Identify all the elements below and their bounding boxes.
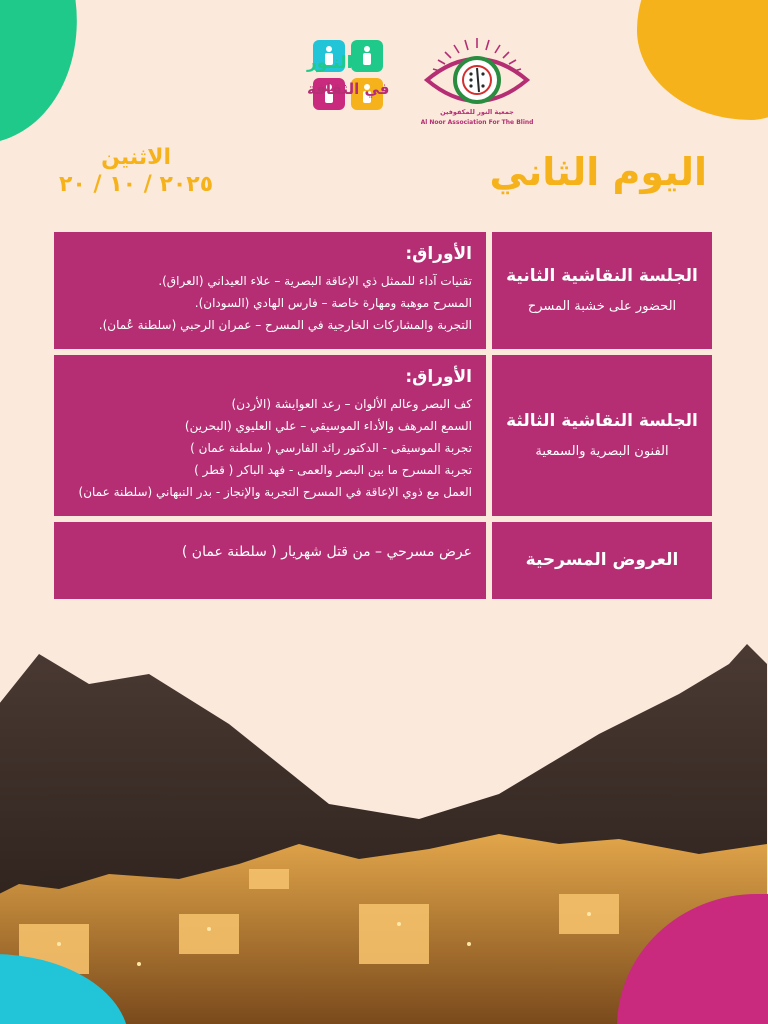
day-title: اليوم الثاني: [490, 150, 708, 194]
paper-item: تجربة الموسيقى - الدكتور رائد الفارسي ( سلطنة عمان ): [191, 440, 473, 455]
session-cell: [493, 232, 713, 349]
session-cell: [493, 522, 713, 600]
date-block: [60, 145, 214, 197]
paper-item: كف البصر وعالم الألوان – رعد العوايشة (الأردن): [232, 396, 473, 411]
papers-heading: الأوراق:: [406, 244, 473, 264]
paper-item: التجربة والمشاركات الخارجية في المسرح – عمران الرحبي (سلطنة عُمان).: [99, 318, 473, 333]
culture-logo-line2: في الثقافة: [308, 80, 390, 98]
session-row: [55, 232, 713, 349]
papers-cell: [55, 232, 487, 349]
association-name-ar: جمعية النور للمكفوفين: [441, 108, 515, 116]
show-item: عرض مسرحي – من قتل شهريار ( سلطنة عمان ): [182, 543, 473, 560]
paper-item: المسرح موهبة ومهارة خاصة – فارس الهادي (السودان).: [195, 296, 473, 311]
session-subtitle: الفنون البصرية والسمعية: [536, 444, 670, 460]
al-noor-association-logo: [422, 38, 534, 128]
paper-item: تجربة المسرح ما بين البصر والعمى - فهد الباكر ( قطر ): [195, 463, 473, 478]
session-row: [55, 355, 713, 516]
paper-item: العمل مع ذوي الإعاقة في المسرح التجربة والإنجاز - بدر النبهاني (سلطنة عمان): [79, 485, 473, 500]
header: [0, 28, 768, 126]
association-name-en: Al Noor Association For The Blind: [422, 119, 534, 126]
weekday: الاثنين: [102, 145, 173, 170]
event-date: ٢٠٢٥ / ١٠ / ٢٠: [60, 172, 215, 197]
papers-heading: الأوراق:: [406, 366, 473, 387]
paper-item: السمع المرهف والأداء الموسيقي – علي العليوي (البحرين): [185, 418, 473, 433]
session-title: الجلسة النقاشية الثالثة: [507, 410, 699, 431]
session-cell: [493, 355, 713, 516]
session-subtitle: الحضور على خشبة المسرح: [528, 299, 678, 315]
culture-logo-line1: النـور: [308, 53, 354, 73]
papers-cell: [55, 522, 487, 600]
schedule-grid: [55, 232, 713, 605]
papers-cell: [55, 355, 487, 516]
paper-item: تقنيات آداء للممثل ذي الإعاقة البصرية – علاء العيداني (العراق).: [159, 274, 473, 288]
session-title: العروض المسرحية: [526, 549, 680, 570]
nour-in-culture-logo: [230, 38, 390, 118]
session-row: [55, 522, 713, 600]
session-title: الجلسة النقاشية الثانية: [507, 265, 699, 286]
